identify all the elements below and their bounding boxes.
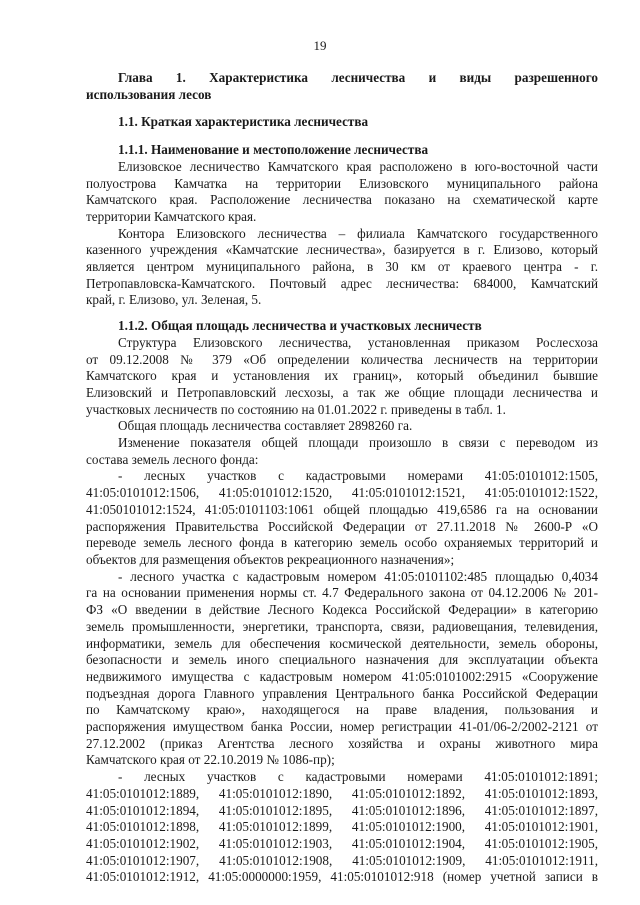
document-body — [86, 70, 598, 886]
text-line: Камчатского края от 22.10.2019 № 1086-пр); — [86, 752, 335, 768]
list-item-1 — [86, 468, 598, 568]
text-line: 41:05:0101012:1506, 41:05:0101012:1520, 41:05:0101012:1521, 41:05:0101012:1522, — [86, 485, 598, 501]
text-line: распоряжения имуществом банка России, номер регистрации 41-01/06-2/2002-2121 от — [86, 719, 598, 735]
text-line: территории Камчатского края. — [86, 208, 257, 224]
text-line: 41:05:0101012:1894, 41:05:0101012:1895, 41:05:0101012:1896, 41:05:0101012:1897, — [86, 802, 598, 818]
text-line: - лесных участков с кадастровыми номерами 41:05:0101012:1891; — [118, 769, 598, 785]
text-line: объектов для размещения объектов рекреационного назначения»; — [86, 551, 455, 567]
section-heading-1-1-1: 1.1.1. Наименование и местоположение лесничества — [118, 142, 429, 158]
paragraph-location — [86, 159, 598, 226]
text-line: земель промышленности, энергетики, транспорта, связи, радиовещания, телевидения, — [86, 618, 598, 634]
text-line: Контора Елизовского лесничества – филиала Камчатского государственного — [118, 225, 598, 241]
text-line: Изменение показателя общей площади произошло в связи с переводом из — [118, 435, 598, 451]
page-number: 19 — [313, 38, 327, 53]
paragraph-office — [86, 226, 598, 310]
text-line: является центром муниципального района, в 30 км от краевого центра - г. — [86, 259, 598, 275]
section-heading-1-1: 1.1. Краткая характеристика лесничества — [118, 114, 369, 130]
paragraph-total-area: Общая площадь лесничества составляет 2898260 га. — [118, 418, 413, 434]
text-line: безопасности и земель иного специального назначения для эксплуатации объекта — [86, 652, 598, 668]
text-line: - лесного участка с кадастровым номером 41:05:0101102:485 площадью 0,4034 — [118, 568, 598, 584]
text-line: край, г. Елизово, ул. Зеленая, 5. — [86, 292, 262, 308]
text-line: состава земель лесного фонда: — [86, 451, 259, 467]
text-line: недвижимого имущества с кадастровым номером 41:05:0101002:2915 «Сооружение — [86, 668, 598, 684]
text-line: 41:05:0101012:1898, 41:05:0101012:1899, 41:05:0101012:1900, 41:05:0101012:1901, — [86, 819, 598, 835]
text-line: - лесных участков с кадастровыми номерами 41:05:0101012:1505, — [118, 468, 598, 484]
chapter-heading-line: Глава 1. Характеристика лесничества и виды разрешенного — [118, 70, 598, 85]
list-item-2 — [86, 569, 598, 769]
text-line: казенного учреждения «Камчатские лесничества», базируется в г. Елизово, который — [86, 242, 598, 258]
text-line: Елизовский и Петропавловский лесхозы, а так же общие площади лесничества и — [86, 384, 598, 400]
text-line: от 09.12.2008 № 379 «Об определении количества лесничеств на территории — [86, 351, 598, 367]
section-heading-1-1-2: 1.1.2. Общая площадь лесничества и участковых лесничеств — [118, 318, 482, 334]
text-line: полуострова Камчатка на территории Елизовского муниципального района — [86, 175, 598, 191]
text-line: участковых лесничеств по состоянию на 01.01.2022 г. приведены в табл. 1. — [86, 401, 506, 417]
text-line: Петропавловска-Камчатского. Почтовый адрес лесничества: 684000, Камчатский — [86, 275, 598, 291]
text-line: информатики, земель для обеспечения космической деятельности, земель обороны, — [86, 635, 598, 651]
text-line: Камчатского края. Расположение лесничества показано на схематической карте — [86, 192, 598, 208]
text-line: Камчатского края и установления их границ», который объединил бывшие — [86, 368, 598, 384]
list-item-3 — [86, 769, 598, 886]
chapter-heading-line: использования лесов — [86, 86, 212, 102]
text-line: 27.12.2002 (приказ Агентства лесного хозяйства и охраны животного мира — [86, 735, 598, 751]
chapter-heading — [86, 70, 598, 103]
text-line: 41:05:0101012:1902, 41:05:0101012:1903, 41:05:0101012:1904, 41:05:0101012:1905, — [86, 835, 598, 851]
text-line: ФЗ «О введении в действие Лесного Кодекса Российской Федерации» в категорию — [86, 602, 598, 618]
paragraph-area-change — [86, 435, 598, 468]
text-line: распоряжения Правительства Российской Федерации от 27.11.2018 № 2600-Р «О — [86, 518, 598, 534]
text-line: по Камчатскому краю», находящегося на праве владения, пользования и — [86, 702, 598, 718]
text-line: Структура Елизовского лесничества, установленная приказом Рослесхоза — [118, 334, 598, 350]
text-line: подъездная дорога Главного управления Центрального банка Российской Федерации — [86, 685, 598, 701]
text-line: Елизовское лесничество Камчатского края расположено в юго-восточной части — [118, 158, 598, 174]
paragraph-structure — [86, 335, 598, 419]
text-line: 41:05:0101012:1912, 41:05:0000000:1959, 41:05:0101012:918 (номер учетной записи в — [86, 869, 598, 885]
text-line: га на основании применения нормы ст. 4.7 Федерального закона от 04.12.2006 № 201- — [86, 585, 598, 601]
text-line: 41:050101012:1524, 41:05:0101103:1061 общей площадью 419,6586 га на основании — [86, 501, 598, 517]
text-line: переводе земель лесного фонда в категорию земель особо охраняемых территорий и — [86, 535, 598, 551]
text-line: 41:05:0101012:1907, 41:05:0101012:1908, 41:05:0101012:1909, 41:05:0101012:1911, — [86, 852, 598, 868]
text-line: 41:05:0101012:1889, 41:05:0101012:1890, 41:05:0101012:1892, 41:05:0101012:1893, — [86, 785, 598, 801]
